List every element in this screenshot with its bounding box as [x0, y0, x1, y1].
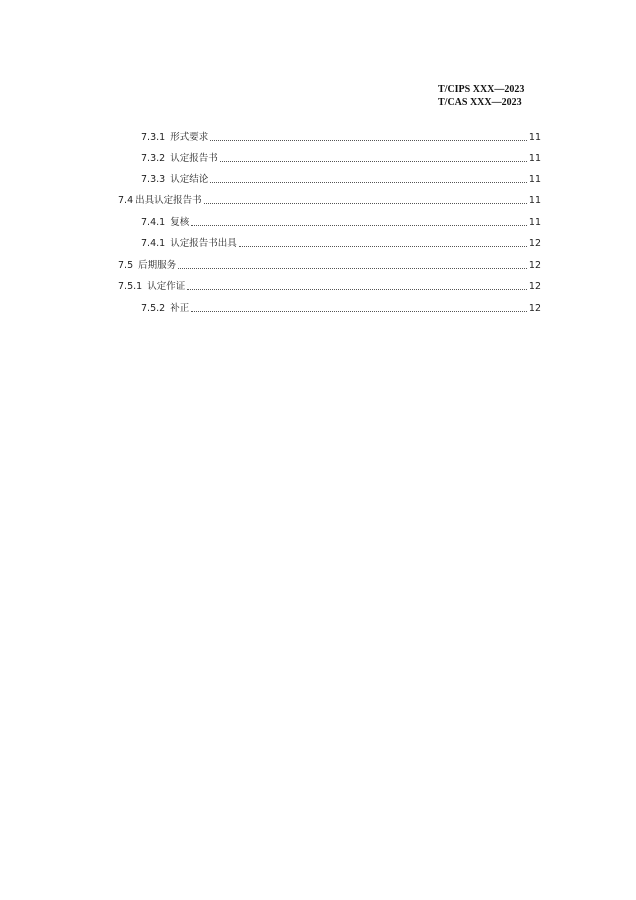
- toc-entry-title: 认定作证: [147, 281, 186, 292]
- toc-entry[interactable]: [118, 193, 541, 207]
- toc-leader-dots: [191, 311, 527, 312]
- standard-number-line-2: T/CAS XXX—2023: [438, 97, 522, 108]
- toc-entry-page: 12: [528, 238, 541, 249]
- toc-entry-number: 7.5.1: [118, 281, 143, 292]
- toc-entry-title: 认定结论: [170, 174, 209, 185]
- toc-entry-number: 7.3.3: [141, 174, 166, 185]
- toc-entry-title: 后期服务: [138, 260, 177, 271]
- toc-entry-page: 11: [528, 195, 541, 206]
- standard-number-line-1: T/CIPS XXX—2023: [438, 84, 525, 95]
- toc-leader-dots: [239, 246, 527, 247]
- toc-entry-page: 12: [528, 260, 541, 271]
- toc-leader-dots: [178, 268, 527, 269]
- toc-leader-dots: [210, 182, 527, 183]
- toc-entry-title: 认定报告书: [170, 153, 218, 164]
- toc-entry-number: 7.4.1: [141, 238, 166, 249]
- toc-leader-dots: [220, 161, 527, 162]
- toc-entry-page: 11: [528, 132, 541, 143]
- toc-entry-number: 7.4.1: [141, 217, 166, 228]
- toc-entry-page: 12: [528, 281, 541, 292]
- standard-number-header: [438, 83, 548, 109]
- toc-leader-dots: [191, 225, 527, 226]
- toc-entry-title: 补正: [170, 303, 190, 314]
- toc-entry-page: 11: [528, 174, 541, 185]
- toc-entry[interactable]: [141, 301, 541, 315]
- toc-entry-title: 认定报告书出具: [170, 238, 237, 249]
- toc-entry-number: 7.5.2: [141, 303, 166, 314]
- toc-entry[interactable]: [118, 258, 541, 272]
- toc-entry-page: 11: [528, 153, 541, 164]
- toc-entry[interactable]: [141, 151, 541, 165]
- toc-entry[interactable]: [141, 236, 541, 250]
- toc-entry-number: 7.3.1: [141, 132, 166, 143]
- toc-entry[interactable]: [141, 215, 541, 229]
- toc-entry-page: 12: [528, 303, 541, 314]
- toc-entry-number: 7.5: [118, 260, 134, 271]
- toc-entry-page: 11: [528, 217, 541, 228]
- toc-entry-number: 7.3.2: [141, 153, 166, 164]
- toc-entry-title: 出具认定报告书: [135, 195, 202, 206]
- toc-entry-number: 7.4: [118, 195, 134, 206]
- toc-entry-title: 形式要求: [170, 132, 209, 143]
- toc-entry[interactable]: [141, 130, 541, 144]
- toc-leader-dots: [210, 140, 527, 141]
- toc-leader-dots: [187, 289, 527, 290]
- toc-entry-title: 复核: [170, 217, 190, 228]
- toc-entry[interactable]: [141, 172, 541, 186]
- toc-entry[interactable]: [118, 279, 541, 293]
- toc-leader-dots: [204, 203, 527, 204]
